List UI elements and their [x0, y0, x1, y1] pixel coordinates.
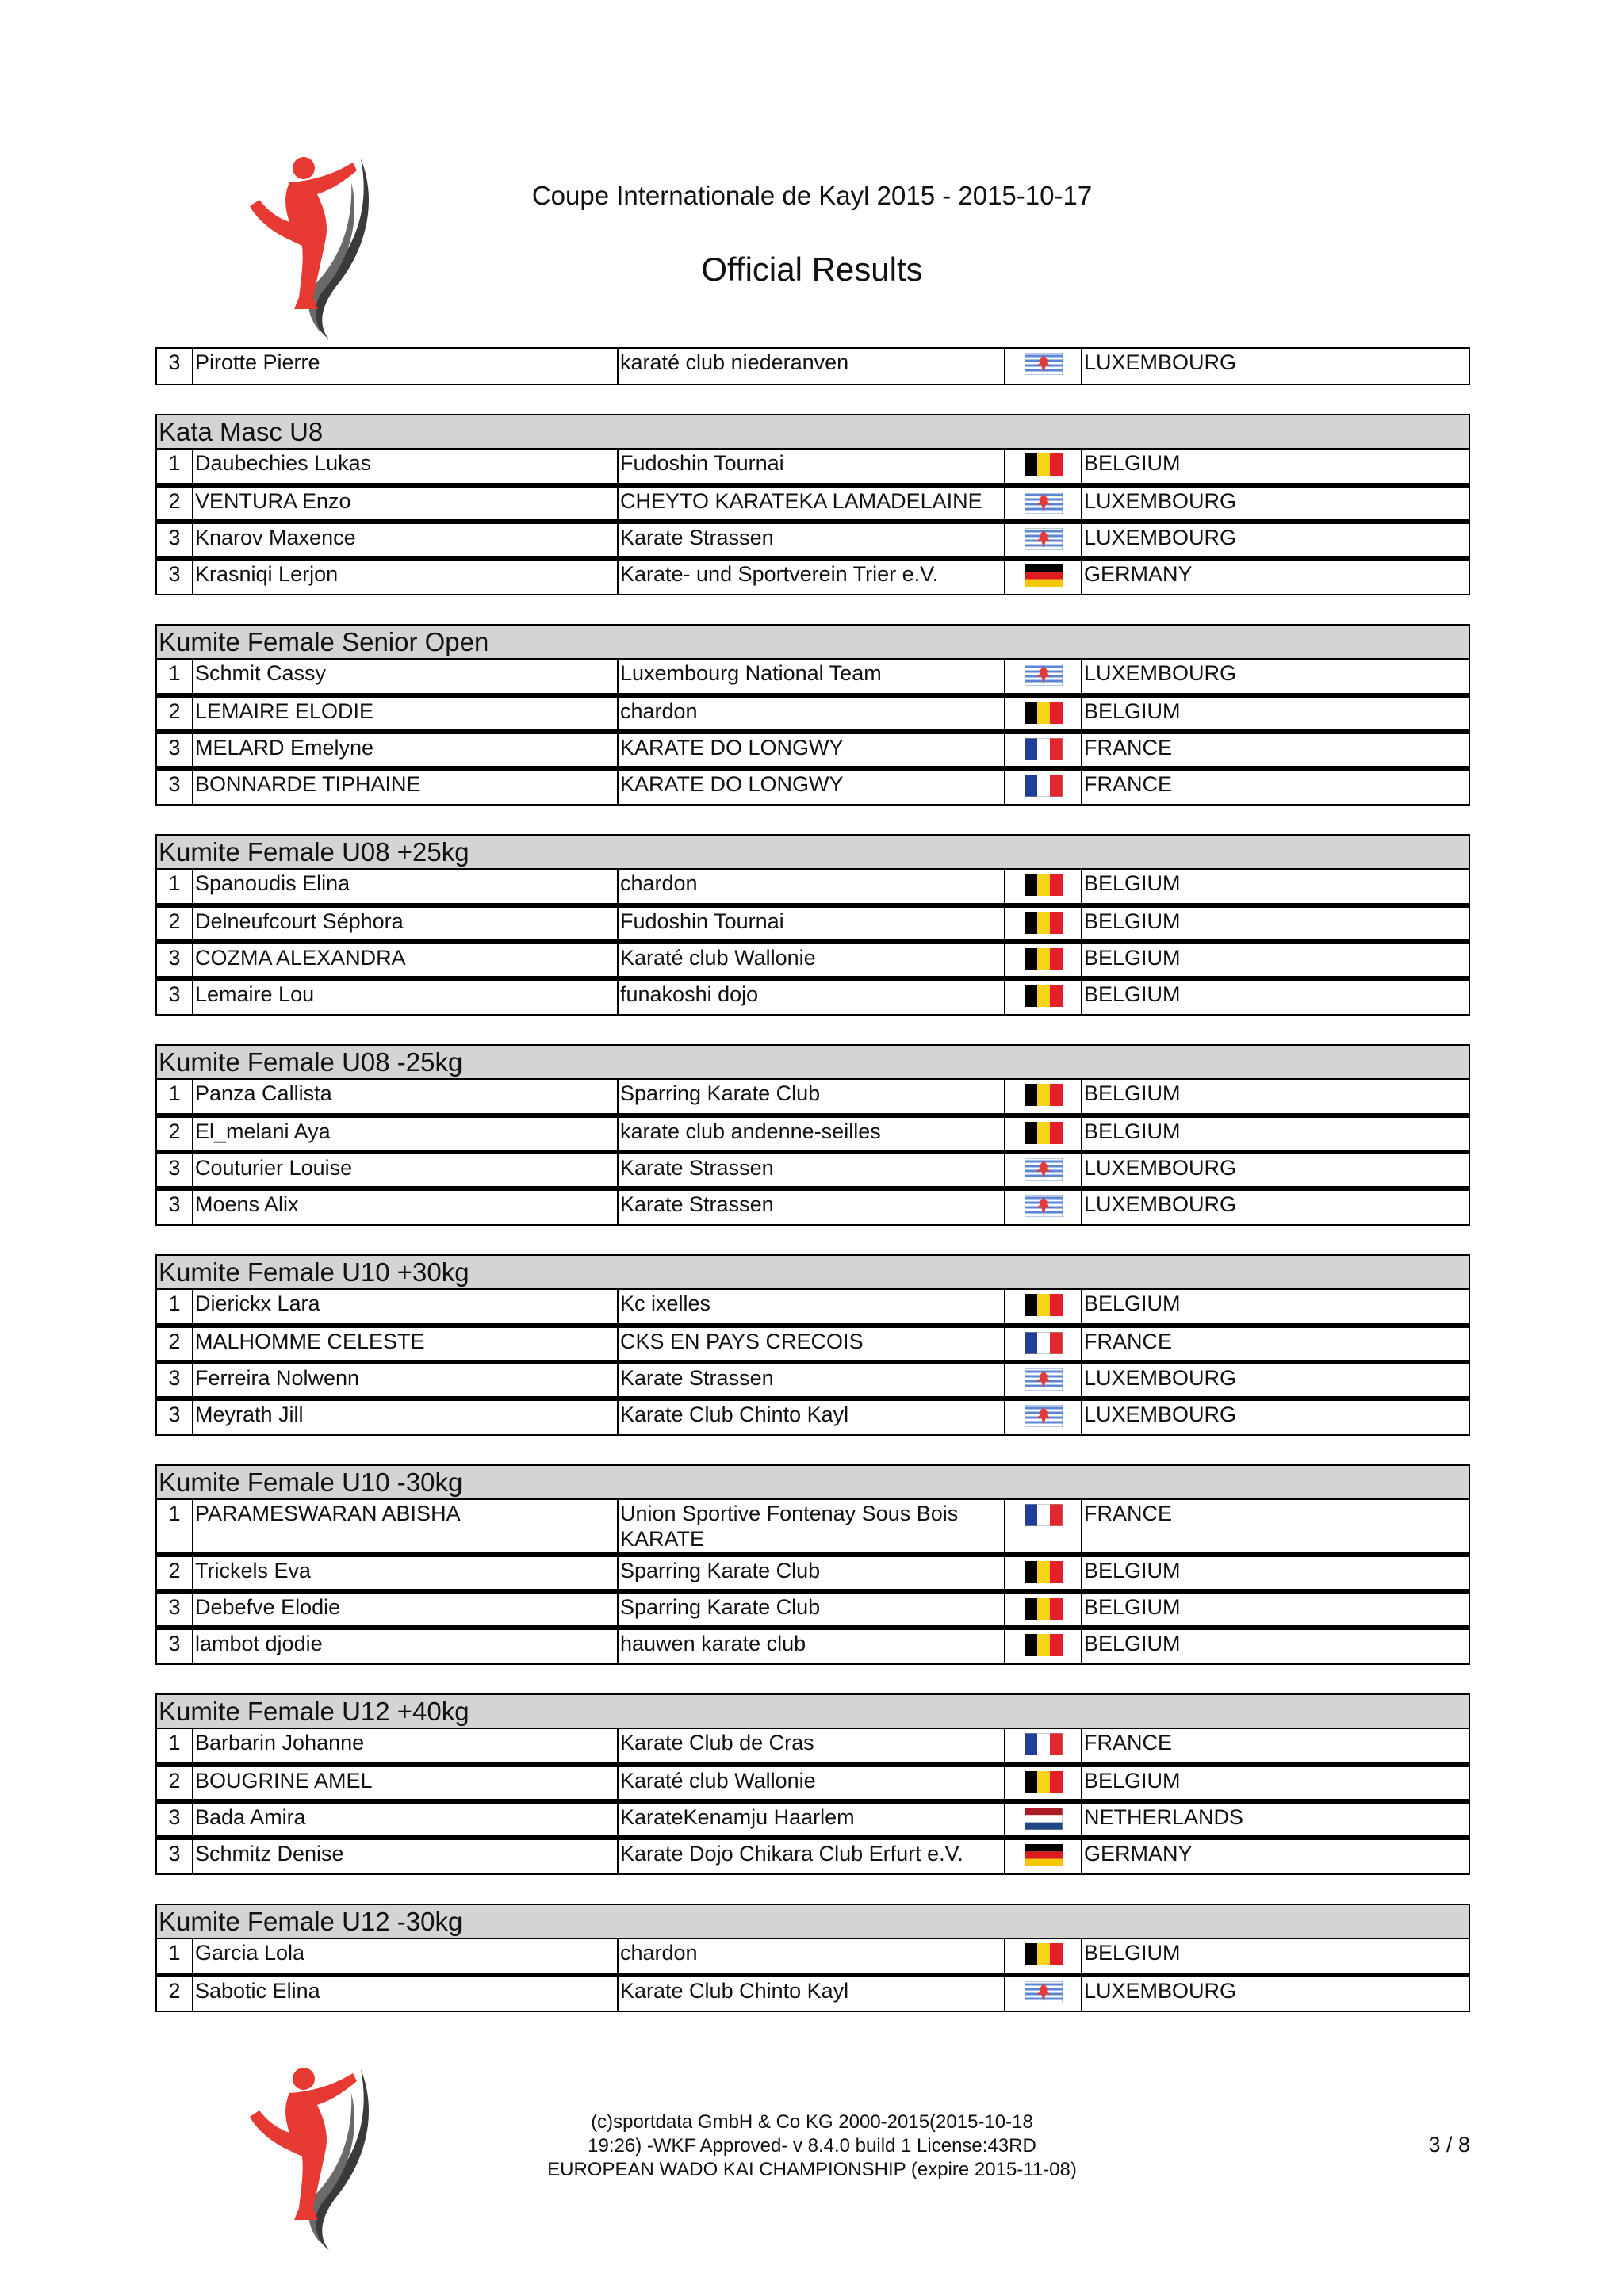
country-name: LUXEMBOURG: [1082, 485, 1469, 522]
club-name: Sparring Karate Club: [618, 1555, 1005, 1591]
table-row: [156, 768, 1469, 805]
country-name: LUXEMBOURG: [1082, 1152, 1469, 1188]
bel-flag-icon: [1025, 948, 1063, 970]
category-title: Kumite Female U08 +25kg: [155, 834, 1470, 868]
country-name: LUXEMBOURG: [1082, 522, 1469, 558]
club-name: CKS EN PAYS CRECOIS: [618, 1326, 1005, 1362]
table-row: [156, 1399, 1469, 1435]
bel-flag-icon: [1025, 1771, 1063, 1793]
footer-line: (c)sportdata GmbH & Co KG 2000-2015(2015-10-18: [591, 2111, 1033, 2133]
fra-flag-icon: [1025, 1504, 1063, 1526]
rank-cell: 3: [156, 522, 193, 558]
table-row: [156, 348, 1469, 385]
club-name: Fudoshin Tournai: [618, 905, 1005, 942]
country-name: BELGIUM: [1082, 942, 1469, 978]
flag-cell: [1005, 1326, 1082, 1362]
rank-cell: 3: [156, 1591, 193, 1628]
results-table: [155, 1938, 1470, 2012]
country-name: GERMANY: [1082, 1838, 1469, 1874]
club-name: Fudoshin Tournai: [618, 449, 1005, 485]
category-title: Kumite Female U10 -30kg: [155, 1464, 1470, 1498]
country-name: BELGIUM: [1082, 1938, 1469, 1975]
athlete-name: El_melani Aya: [193, 1115, 618, 1152]
country-name: BELGIUM: [1082, 1289, 1469, 1326]
country-name: LUXEMBOURG: [1082, 1188, 1469, 1225]
flag-cell: [1005, 1079, 1082, 1115]
club-name: Karate Club de Cras: [618, 1728, 1005, 1765]
rank-cell: 3: [156, 978, 193, 1015]
flag-cell: [1005, 695, 1082, 732]
athlete-name: Ferreira Nolwenn: [193, 1362, 618, 1399]
country-name: LUXEMBOURG: [1082, 659, 1469, 695]
club-name: Karaté club Wallonie: [618, 1765, 1005, 1801]
category-title: Kumite Female U08 -25kg: [155, 1044, 1470, 1078]
club-name: KARATE DO LONGWY: [618, 768, 1005, 805]
bel-flag-icon: [1025, 1943, 1063, 1965]
flag-cell: [1005, 869, 1082, 905]
category-block: [155, 1464, 1470, 1665]
club-name: Karate Strassen: [618, 1188, 1005, 1225]
bel-flag-icon: [1025, 1084, 1063, 1106]
bel-flag-icon: [1025, 912, 1063, 934]
fra-flag-icon: [1025, 1332, 1063, 1354]
category-block: [155, 834, 1470, 1016]
country-name: FRANCE: [1082, 1499, 1469, 1555]
rank-cell: 1: [156, 1499, 193, 1555]
ger-flag-icon: [1025, 564, 1063, 587]
flag-cell: [1005, 449, 1082, 485]
rank-cell: 3: [156, 348, 193, 385]
athlete-name: Daubechies Lukas: [193, 449, 618, 485]
club-name: chardon: [618, 869, 1005, 905]
athlete-name: lambot djodie: [193, 1628, 618, 1664]
country-name: BELGIUM: [1082, 1628, 1469, 1664]
results-table: [155, 1498, 1470, 1665]
table-row: [156, 978, 1469, 1015]
flag-cell: [1005, 942, 1082, 978]
athlete-name: Bada Amira: [193, 1801, 618, 1838]
category-block: [155, 1904, 1470, 2012]
table-row: [156, 1499, 1469, 1555]
flag-cell: [1005, 1555, 1082, 1591]
page-number: 3 / 8: [1428, 2133, 1470, 2156]
rank-cell: 1: [156, 1938, 193, 1975]
lux-flag-icon: [1025, 1158, 1063, 1181]
flag-cell: [1005, 1399, 1082, 1435]
bel-flag-icon: [1025, 1634, 1063, 1656]
results-table: [155, 448, 1470, 595]
category-title: Kumite Female U12 +40kg: [155, 1693, 1470, 1728]
flag-cell: [1005, 1152, 1082, 1188]
rank-cell: 1: [156, 869, 193, 905]
results-table: [155, 347, 1470, 385]
athlete-name: Krasniqi Lerjon: [193, 558, 618, 595]
lux-flag-icon: [1025, 353, 1063, 375]
table-row: [156, 449, 1469, 485]
flag-cell: [1005, 1628, 1082, 1664]
flag-cell: [1005, 558, 1082, 595]
club-name: Karate Club Chinto Kayl: [618, 1399, 1005, 1435]
club-name: Karate Strassen: [618, 1152, 1005, 1188]
lux-flag-icon: [1025, 1195, 1063, 1217]
club-name: Karate Dojo Chikara Club Erfurt e.V.: [618, 1838, 1005, 1874]
results-table: [155, 1078, 1470, 1226]
category-block: [155, 1693, 1470, 1875]
lux-flag-icon: [1025, 1405, 1063, 1427]
category-title: Kumite Female Senior Open: [155, 624, 1470, 658]
rank-cell: 3: [156, 1399, 193, 1435]
bel-flag-icon: [1025, 1294, 1063, 1316]
bel-flag-icon: [1025, 1561, 1063, 1583]
rank-cell: 2: [156, 1115, 193, 1152]
lux-flag-icon: [1025, 1981, 1063, 2003]
athlete-name: Lemaire Lou: [193, 978, 618, 1015]
club-name: Karate Strassen: [618, 522, 1005, 558]
table-row: [156, 1152, 1469, 1188]
athlete-name: Moens Alix: [193, 1188, 618, 1225]
club-name: Karate- und Sportverein Trier e.V.: [618, 558, 1005, 595]
footer-line: EUROPEAN WADO KAI CHAMPIONSHIP (expire 2015-11-08): [547, 2159, 1077, 2180]
club-name: KARATE DO LONGWY: [618, 732, 1005, 768]
table-row: [156, 1188, 1469, 1225]
flag-cell: [1005, 1188, 1082, 1225]
table-row: [156, 659, 1469, 695]
rank-cell: 3: [156, 1838, 193, 1874]
rank-cell: 2: [156, 695, 193, 732]
athlete-name: PARAMESWARAN ABISHA: [193, 1499, 618, 1555]
rank-cell: 1: [156, 1728, 193, 1765]
athlete-name: Barbarin Johanne: [193, 1728, 618, 1765]
flag-cell: [1005, 768, 1082, 805]
flag-cell: [1005, 732, 1082, 768]
category-block: [155, 624, 1470, 806]
category-block: [155, 347, 1470, 385]
flag-cell: [1005, 1765, 1082, 1801]
bel-flag-icon: [1025, 702, 1063, 724]
flag-cell: [1005, 1362, 1082, 1399]
lux-flag-icon: [1025, 664, 1063, 686]
lux-flag-icon: [1025, 528, 1063, 550]
athlete-name: Garcia Lola: [193, 1938, 618, 1975]
table-row: [156, 1326, 1469, 1362]
club-name: Karate Club Chinto Kayl: [618, 1975, 1005, 2011]
results-content: [155, 347, 1470, 2041]
lux-flag-icon: [1025, 492, 1063, 514]
club-name: Karate Strassen: [618, 1362, 1005, 1399]
flag-cell: [1005, 1728, 1082, 1765]
athlete-name: Debefve Elodie: [193, 1591, 618, 1628]
category-title: Kumite Female U10 +30kg: [155, 1254, 1470, 1288]
country-name: LUXEMBOURG: [1082, 1362, 1469, 1399]
flag-cell: [1005, 1975, 1082, 2011]
country-name: BELGIUM: [1082, 1765, 1469, 1801]
footer-line: 19:26) -WKF Approved- v 8.4.0 build 1 License:43RD: [588, 2135, 1036, 2156]
club-name: chardon: [618, 1938, 1005, 1975]
fra-flag-icon: [1025, 775, 1063, 797]
category-title: Kata Masc U8: [155, 414, 1470, 448]
rank-cell: 2: [156, 1975, 193, 2011]
rank-cell: 3: [156, 1628, 193, 1664]
table-row: [156, 1362, 1469, 1399]
athlete-name: VENTURA Enzo: [193, 485, 618, 522]
rank-cell: 2: [156, 485, 193, 522]
rank-cell: 2: [156, 1326, 193, 1362]
athlete-name: Sabotic Elina: [193, 1975, 618, 2011]
athlete-name: BOUGRINE AMEL: [193, 1765, 618, 1801]
rank-cell: 3: [156, 732, 193, 768]
table-row: [156, 1728, 1469, 1765]
flag-cell: [1005, 1591, 1082, 1628]
flag-cell: [1005, 1499, 1082, 1555]
bel-flag-icon: [1025, 1122, 1063, 1144]
country-name: BELGIUM: [1082, 1555, 1469, 1591]
country-name: BELGIUM: [1082, 869, 1469, 905]
lux-flag-icon: [1025, 1368, 1063, 1391]
bel-flag-icon: [1025, 1598, 1063, 1620]
athlete-name: Trickels Eva: [193, 1555, 618, 1591]
ger-flag-icon: [1025, 1844, 1063, 1866]
bel-flag-icon: [1025, 453, 1063, 476]
country-name: BELGIUM: [1082, 1079, 1469, 1115]
rank-cell: 1: [156, 659, 193, 695]
country-name: FRANCE: [1082, 768, 1469, 805]
club-name: karaté club niederanven: [618, 348, 1005, 385]
category-title: Kumite Female U12 -30kg: [155, 1904, 1470, 1938]
athlete-name: LEMAIRE ELODIE: [193, 695, 618, 732]
flag-cell: [1005, 522, 1082, 558]
athlete-name: COZMA ALEXANDRA: [193, 942, 618, 978]
country-name: BELGIUM: [1082, 905, 1469, 942]
rank-cell: 3: [156, 1152, 193, 1188]
club-name: karate club andenne-seilles: [618, 1115, 1005, 1152]
club-name: Sparring Karate Club: [618, 1591, 1005, 1628]
flag-cell: [1005, 1801, 1082, 1838]
club-name: Union Sportive Fontenay Sous Bois KARATE: [618, 1499, 1005, 1555]
rank-cell: 3: [156, 1801, 193, 1838]
flag-cell: [1005, 1838, 1082, 1874]
table-row: [156, 522, 1469, 558]
table-row: [156, 1765, 1469, 1801]
flag-cell: [1005, 348, 1082, 385]
table-row: [156, 1115, 1469, 1152]
flag-cell: [1005, 485, 1082, 522]
results-table: [155, 1728, 1470, 1875]
table-row: [156, 1555, 1469, 1591]
club-name: Luxembourg National Team: [618, 659, 1005, 695]
rank-cell: 3: [156, 1362, 193, 1399]
table-row: [156, 732, 1469, 768]
country-name: GERMANY: [1082, 558, 1469, 595]
table-row: [156, 905, 1469, 942]
flag-cell: [1005, 1115, 1082, 1152]
table-row: [156, 1289, 1469, 1326]
table-row: [156, 1975, 1469, 2011]
athlete-name: Spanoudis Elina: [193, 869, 618, 905]
rank-cell: 1: [156, 449, 193, 485]
table-row: [156, 869, 1469, 905]
rank-cell: 1: [156, 1289, 193, 1326]
results-table: [155, 658, 1470, 806]
results-table: [155, 1288, 1470, 1436]
club-name: CHEYTO KARATEKA LAMADELAINE: [618, 485, 1005, 522]
athlete-name: Schmitz Denise: [193, 1838, 618, 1874]
athlete-name: BONNARDE TIPHAINE: [193, 768, 618, 805]
athlete-name: Knarov Maxence: [193, 522, 618, 558]
club-name: funakoshi dojo: [618, 978, 1005, 1015]
country-name: BELGIUM: [1082, 1115, 1469, 1152]
table-row: [156, 558, 1469, 595]
table-row: [156, 695, 1469, 732]
country-name: FRANCE: [1082, 732, 1469, 768]
rank-cell: 3: [156, 942, 193, 978]
document-title: Official Results: [701, 251, 923, 288]
club-name: Kc ixelles: [618, 1289, 1005, 1326]
country-name: FRANCE: [1082, 1326, 1469, 1362]
table-row: [156, 1801, 1469, 1838]
country-name: LUXEMBOURG: [1082, 1399, 1469, 1435]
ned-flag-icon: [1025, 1808, 1063, 1830]
rank-cell: 2: [156, 905, 193, 942]
rank-cell: 2: [156, 1765, 193, 1801]
fra-flag-icon: [1025, 738, 1063, 760]
table-row: [156, 1628, 1469, 1664]
country-name: BELGIUM: [1082, 695, 1469, 732]
category-block: [155, 414, 1470, 595]
athlete-name: MALHOMME CELESTE: [193, 1326, 618, 1362]
table-row: [156, 1938, 1469, 1975]
bel-flag-icon: [1025, 874, 1063, 896]
athlete-name: Delneufcourt Séphora: [193, 905, 618, 942]
athlete-name: MELARD Emelyne: [193, 732, 618, 768]
club-name: KarateKenamju Haarlem: [618, 1801, 1005, 1838]
flag-cell: [1005, 1938, 1082, 1975]
athlete-name: Panza Callista: [193, 1079, 618, 1115]
athlete-name: Dierickx Lara: [193, 1289, 618, 1326]
athlete-name: Couturier Louise: [193, 1152, 618, 1188]
club-name: Sparring Karate Club: [618, 1079, 1005, 1115]
footer-copyright: [444, 2110, 1180, 2182]
flag-cell: [1005, 1289, 1082, 1326]
category-block: [155, 1254, 1470, 1436]
fra-flag-icon: [1025, 1733, 1063, 1755]
athlete-name: Pirotte Pierre: [193, 348, 618, 385]
country-name: BELGIUM: [1082, 978, 1469, 1015]
table-row: [156, 1079, 1469, 1115]
rank-cell: 2: [156, 1555, 193, 1591]
flag-cell: [1005, 905, 1082, 942]
rank-cell: 3: [156, 1188, 193, 1225]
athlete-name: Meyrath Jill: [193, 1399, 618, 1435]
country-name: NETHERLANDS: [1082, 1801, 1469, 1838]
country-name: BELGIUM: [1082, 1591, 1469, 1628]
club-name: chardon: [618, 695, 1005, 732]
flag-cell: [1005, 978, 1082, 1015]
table-row: [156, 942, 1469, 978]
rank-cell: 3: [156, 768, 193, 805]
country-name: BELGIUM: [1082, 449, 1469, 485]
event-title: Coupe Internationale de Kayl 2015 - 2015-10-17: [531, 181, 1093, 210]
rank-cell: 3: [156, 558, 193, 595]
table-row: [156, 1591, 1469, 1628]
results-table: [155, 868, 1470, 1016]
karateka-logo-icon: [242, 151, 385, 341]
karateka-logo-icon: [242, 2061, 385, 2252]
country-name: LUXEMBOURG: [1082, 1975, 1469, 2011]
club-name: Karaté club Wallonie: [618, 942, 1005, 978]
athlete-name: Schmit Cassy: [193, 659, 618, 695]
bel-flag-icon: [1025, 985, 1063, 1007]
club-name: hauwen karate club: [618, 1628, 1005, 1664]
rank-cell: 1: [156, 1079, 193, 1115]
flag-cell: [1005, 659, 1082, 695]
table-row: [156, 485, 1469, 522]
category-block: [155, 1044, 1470, 1226]
country-name: FRANCE: [1082, 1728, 1469, 1765]
table-row: [156, 1838, 1469, 1874]
country-name: LUXEMBOURG: [1082, 348, 1469, 385]
